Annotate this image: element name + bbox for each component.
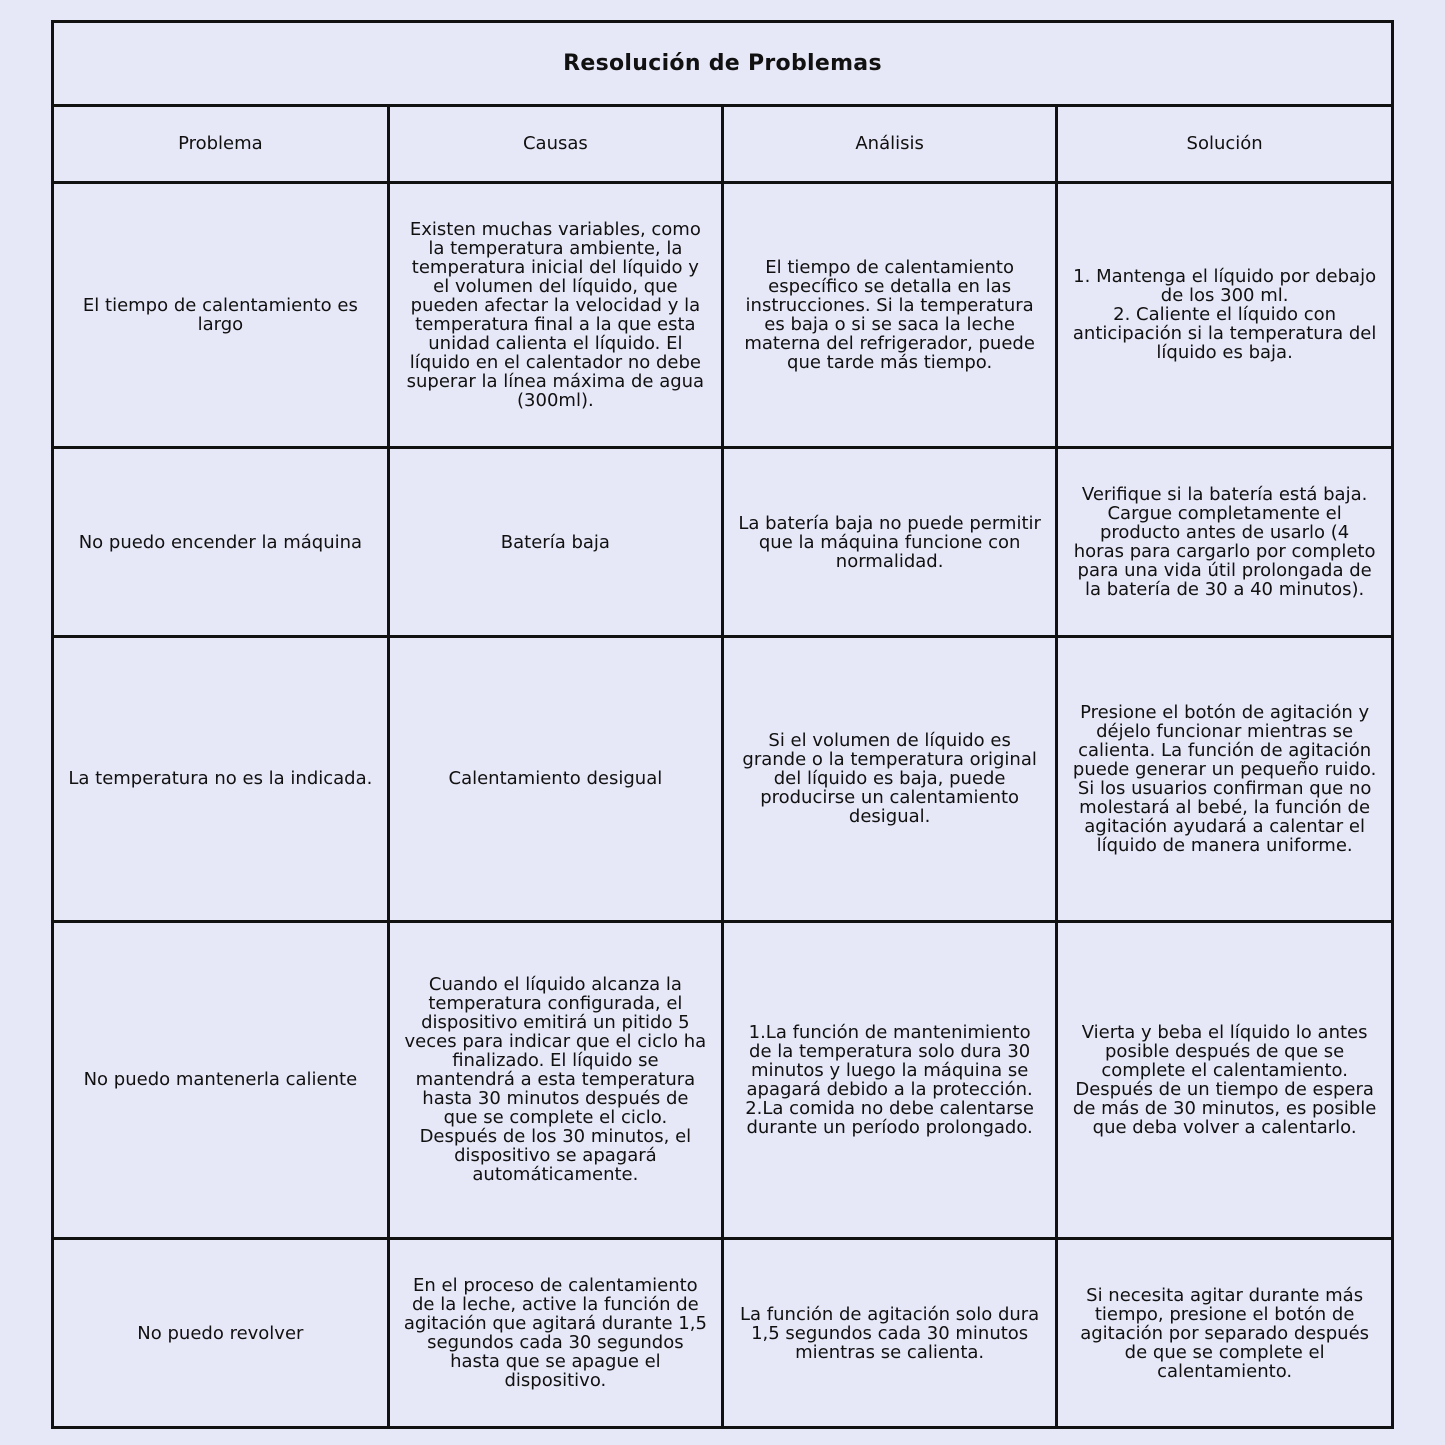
column-header-analisis: Análisis: [723, 106, 1057, 183]
column-header-causas: Causas: [388, 106, 722, 183]
cell-causas: Existen muchas variables, como la temperatura ambiente, la temperatura inicial del líquido y el volumen del líquido, que pueden afectar la velocidad y la temperatura final a la que esta unidad calienta el líquido. El líquido en el calentador no debe superar la línea máxima de agua (300ml).: [388, 182, 722, 447]
solucion-line: Presione el botón de agitación y déjelo funcionar mientras se calienta. La función de agitación puede generar un pequeño ruido. Si los usuarios confirman que no molestará al bebé, la función de agitación ayudará a calentar el líquido de manera uniforme.: [1072, 701, 1377, 856]
table-row: [54, 1239, 1391, 1427]
analisis-line: 2.La comida no debe calentarse durante un período prolongado.: [745, 1097, 1035, 1138]
solucion-line: Verifique si la batería está baja. Cargue completamente el producto antes de usarlo (4 horas para cargarlo por completo para una vida útil prolongada de la batería de 30 a 40 minutos).: [1073, 484, 1376, 601]
cell-problema: No puedo mantenerla caliente: [54, 921, 388, 1238]
column-header-problema: Problema: [54, 106, 388, 183]
cell-analisis: [723, 921, 1057, 1238]
cell-causas: Batería baja: [388, 447, 722, 636]
cell-causas: En el proceso de calentamiento de la leche, active la función de agitación que agitará durante 1,5 segundos cada 30 segundos hasta que se apague el dispositivo.: [388, 1239, 722, 1427]
cell-analisis: Si el volumen de líquido es grande o la temperatura original del líquido es baja, puede producirse un calentamiento desigual.: [723, 637, 1057, 921]
cell-problema: No puedo encender la máquina: [54, 447, 388, 636]
table-row: [54, 921, 1391, 1238]
solucion-line: Vierta y beba el líquido lo antes posible después de que se complete el calentamiento. Después de un tiempo de espera de más de 30 minutos, es posible que deba volver a calentarlo.: [1072, 1021, 1377, 1138]
troubleshooting-table-frame: [51, 20, 1394, 1429]
column-header-solucion: Solución: [1057, 106, 1391, 183]
solucion-line: 1. Mantenga el líquido por debajo de los 300 ml.: [1073, 266, 1377, 307]
header-row: [54, 106, 1391, 183]
cell-solucion: [1057, 921, 1391, 1238]
solucion-line: Si necesita agitar durante más tiempo, presione el botón de agitación por separado después de que se complete el calentamiento.: [1080, 1284, 1370, 1382]
cell-causas: Calentamiento desigual: [388, 637, 722, 921]
cell-analisis: La batería baja no puede permitir que la máquina funcione con normalidad.: [723, 447, 1057, 636]
cell-problema: El tiempo de calentamiento es largo: [54, 182, 388, 447]
troubleshooting-table: [54, 23, 1391, 1426]
cell-analisis: El tiempo de calentamiento específico se detalla en las instrucciones. Si la temperatura es baja o si se saca la leche materna del refrigerador, puede que tarde más tiempo.: [723, 182, 1057, 447]
cell-problema: No puedo revolver: [54, 1239, 388, 1427]
title-row: [54, 23, 1391, 106]
table-row: [54, 447, 1391, 636]
table-row: [54, 182, 1391, 447]
analisis-line: 1.La función de mantenimiento de la temperatura solo dura 30 minutos y luego la máquina se apagará debido a la protección.: [746, 1021, 1033, 1100]
cell-causas: Cuando el líquido alcanza la temperatura configurada, el dispositivo emitirá un pitido 5 veces para indicar que el ciclo ha finalizado. El líquido se mantendrá a esta temperatura hasta 30 minutos después de que se complete el ciclo. Después de los 30 minutos, el dispositivo se apagará automáticamente.: [388, 921, 722, 1238]
cell-solucion: [1057, 447, 1391, 636]
cell-solucion: [1057, 637, 1391, 921]
cell-solucion: [1057, 1239, 1391, 1427]
table-title: Resolución de Problemas: [54, 23, 1391, 106]
solucion-line: 2. Caliente el líquido con anticipación si la temperatura del líquido es baja.: [1072, 304, 1377, 364]
cell-solucion: [1057, 182, 1391, 447]
cell-analisis: La función de agitación solo dura 1,5 segundos cada 30 minutos mientras se calienta.: [723, 1239, 1057, 1427]
table-row: [54, 637, 1391, 921]
cell-problema: La temperatura no es la indicada.: [54, 637, 388, 921]
